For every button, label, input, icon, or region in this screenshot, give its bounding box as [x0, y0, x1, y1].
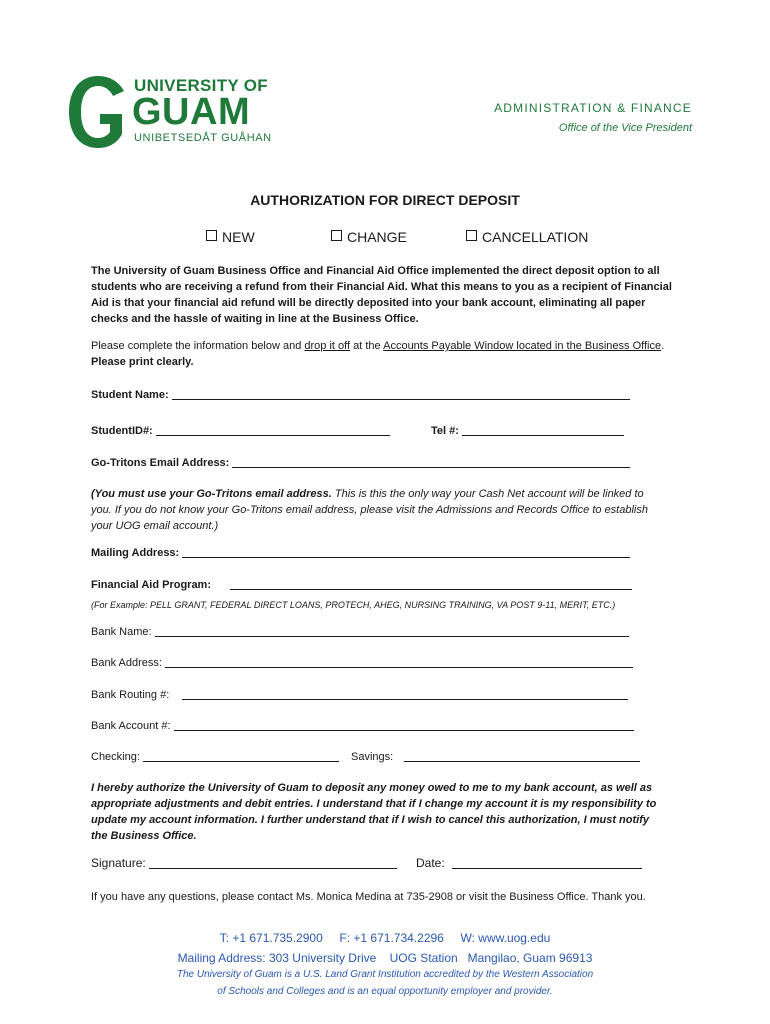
- accounts-payable-text: Accounts Payable Window located in the Business Office: [383, 340, 662, 352]
- student-name-field[interactable]: [91, 388, 630, 404]
- field-label: Financial Aid Program:: [91, 579, 212, 591]
- field-label: Bank Account #:: [91, 720, 171, 732]
- option-label: CANCELLATION: [482, 229, 589, 245]
- email-field[interactable]: [91, 456, 630, 472]
- mailing-address-line[interactable]: [182, 546, 630, 558]
- intro-paragraph: The University of Guam Business Office and Financial Aid Office implemented the direct deposit option to all students who are receiving a refund from their Financial Aid. What this means to you as a recipient of Financial Aid is that your financial aid refund will be directly deposited into your bank account, eliminating all paper checks and the hassle of waiting in line at the Business Office.: [91, 265, 672, 325]
- email-line[interactable]: [232, 456, 630, 468]
- checkbox-icon[interactable]: [206, 230, 217, 241]
- signature-line[interactable]: [149, 856, 397, 869]
- field-label: Bank Address:: [91, 657, 162, 669]
- footer-mailing-address: Mailing Address: 303 University Drive UOG Station Mangilao, Guam 96913: [177, 951, 593, 965]
- instructions-text: Please complete the information below and: [91, 340, 305, 352]
- instructions-text: .: [661, 340, 665, 352]
- field-label: Go-Tritons Email Address:: [91, 457, 230, 469]
- field-label: Signature:: [91, 856, 146, 870]
- instructions-paragraph: [91, 338, 673, 370]
- logo-text-guam: GUAM: [132, 91, 251, 133]
- footer-accreditation-line2: of Schools and Colleges and is an equal opportunity employer and provider.: [217, 986, 553, 997]
- department-title: ADMINISTRATION & FINANCE: [494, 101, 692, 115]
- tel-line[interactable]: [462, 424, 624, 436]
- bank-routing-line[interactable]: [182, 688, 628, 700]
- email-note: [91, 486, 661, 534]
- contact-text: If you have any questions, please contact Ms. Monica Medina at 735-2908 or visit the Business Office. Thank you.: [91, 891, 646, 903]
- email-note-text: This is this the only way your Cash Net account will be linked to you. If you do not know your Go-Tritons email address, please visit the Admissions and Records Office to establish your UOG email account.): [91, 488, 648, 532]
- date-field[interactable]: [416, 856, 642, 872]
- field-label: Checking:: [91, 751, 140, 763]
- instructions-text: at the: [350, 340, 384, 352]
- option-new[interactable]: [206, 229, 255, 245]
- student-name-line[interactable]: [172, 388, 630, 400]
- logo-text-university-of: UNIVERSITY OF: [134, 76, 268, 95]
- checking-field[interactable]: [91, 750, 339, 766]
- savings-line[interactable]: [404, 750, 640, 762]
- option-label: CHANGE: [347, 229, 407, 245]
- financial-aid-program-line[interactable]: [230, 578, 632, 590]
- authorization-statement: I hereby authorize the University of Guam to deposit any money owed to me to my bank account, as well as appropriate adjustments and debit entries. I understand that if I change my account it is my responsibility to update my account information. I further understand that if I wish to cancel this authorization, I must notify the Business Office.: [91, 782, 657, 842]
- field-label: Savings:: [351, 751, 394, 763]
- print-clearly-text: Please print clearly.: [91, 356, 194, 368]
- drop-off-text: drop it off: [304, 340, 351, 352]
- bank-account-field[interactable]: [91, 719, 634, 735]
- field-label: Bank Routing #:: [91, 689, 170, 701]
- checking-line[interactable]: [143, 750, 339, 762]
- field-label: Bank Name:: [91, 626, 152, 638]
- guam-g-icon: [66, 74, 130, 150]
- bank-address-field[interactable]: [91, 656, 633, 672]
- logo-text-chamorro: UNIBETSEDÅT GUÅHAN: [134, 132, 272, 144]
- email-note-bold: (You must use your Go-Tritons email address.: [91, 488, 332, 500]
- field-label: StudentID#:: [91, 425, 153, 437]
- checkbox-icon[interactable]: [331, 230, 342, 241]
- university-logo: [66, 74, 276, 152]
- bank-address-line[interactable]: [165, 656, 633, 668]
- form-title: AUTHORIZATION FOR DIRECT DEPOSIT: [250, 192, 520, 208]
- checkbox-icon[interactable]: [466, 230, 477, 241]
- mailing-address-field[interactable]: [91, 546, 630, 562]
- savings-field[interactable]: [351, 750, 640, 766]
- footer-accreditation-line1: The University of Guam is a U.S. Land Grant Institution accredited by the Western Association: [176, 969, 594, 980]
- option-cancellation[interactable]: [466, 229, 588, 245]
- financial-aid-example: (For Example: PELL GRANT, FEDERAL DIRECT LOANS, PROTECH, AHEG, NURSING TRAINING, VA POST 9-11, MERIT, ETC.): [91, 600, 616, 610]
- bank-routing-field[interactable]: [91, 688, 628, 704]
- field-label: Mailing Address:: [91, 547, 180, 559]
- student-id-field[interactable]: [91, 424, 390, 440]
- tel-field[interactable]: [431, 424, 624, 440]
- bank-account-line[interactable]: [174, 719, 634, 731]
- date-line[interactable]: [452, 856, 642, 869]
- signature-field[interactable]: [91, 856, 397, 872]
- field-label: Student Name:: [91, 389, 169, 401]
- bank-name-line[interactable]: [155, 625, 629, 637]
- department-header: [494, 101, 692, 134]
- field-label: Date:: [416, 856, 445, 870]
- financial-aid-program-field[interactable]: [91, 578, 632, 594]
- field-label: Tel #:: [431, 425, 459, 437]
- student-id-line[interactable]: [156, 424, 390, 436]
- footer-contact-line: T: +1 671.735.2900 F: +1 671.734.2296 W: www.uog.edu: [219, 931, 551, 945]
- office-subtitle: Office of the Vice President: [558, 122, 692, 134]
- option-label: NEW: [222, 229, 255, 245]
- option-change[interactable]: [331, 229, 407, 245]
- bank-name-field[interactable]: [91, 625, 629, 641]
